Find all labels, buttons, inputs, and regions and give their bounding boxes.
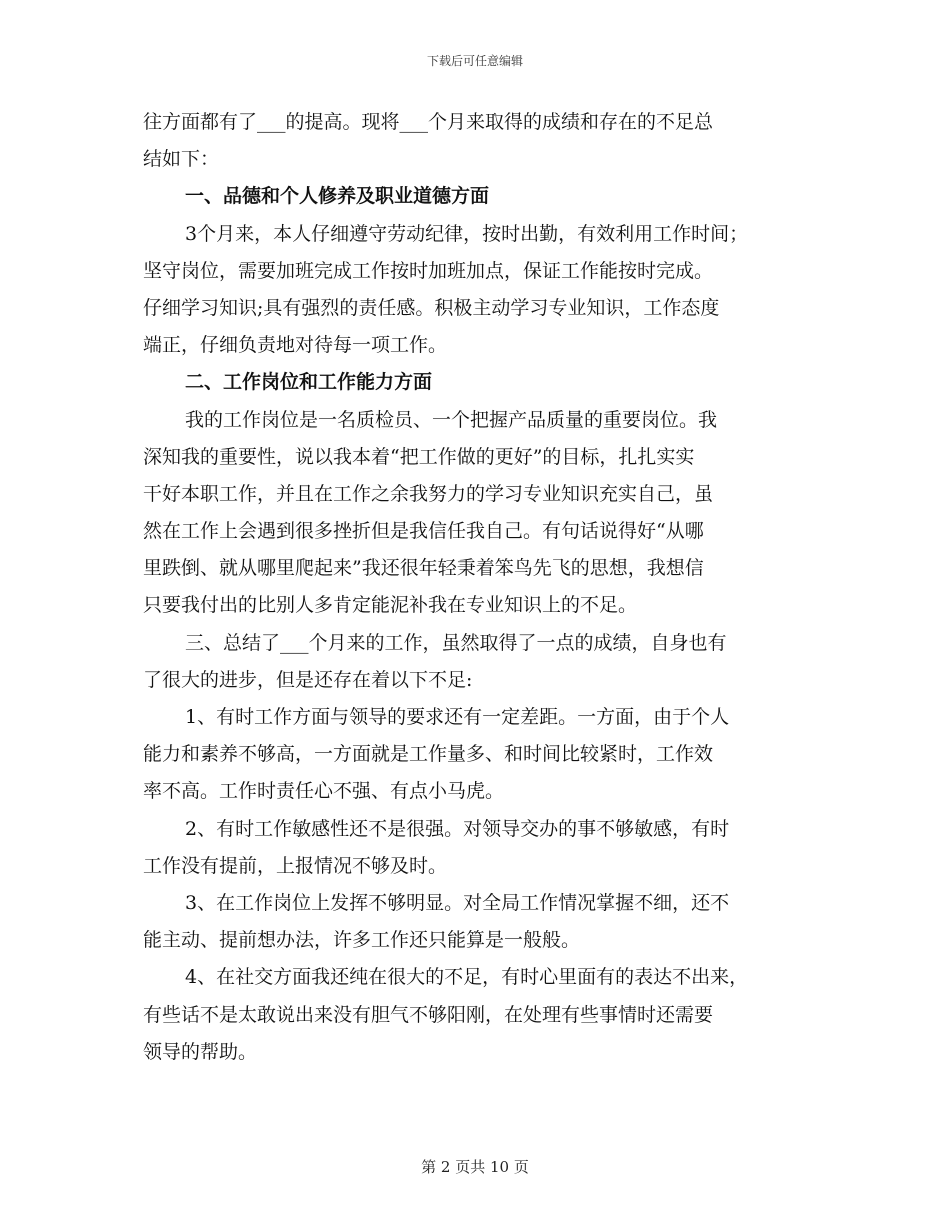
document-body <box>143 104 823 1071</box>
text-line: 我的工作岗位是一名质检员、一个把握产品质量的重要岗位。我 <box>185 408 718 431</box>
text-line: 三、总结了___个月来的工作，虽然取得了一点的成绩，自身也有 <box>185 631 727 654</box>
text-line: 了很大的进步，但是还存在着以下不足: <box>143 668 473 691</box>
text-line: 里跌倒、就从哪里爬起来”我还很年轻秉着笨鸟先飞的思想，我想信 <box>143 557 704 580</box>
text-line: 结如下： <box>143 148 220 171</box>
text-line: 率不高。工作时责任心不强、有点小马虎。 <box>143 780 505 803</box>
text-line: 领导的帮助。 <box>143 1040 258 1063</box>
text-line: 3个月来，本人仔细遵守劳动纪律，按时出勤，有效利用工作时间； <box>185 222 749 245</box>
text-line: 往方面都有了___的提高。现将___个月来取得的成绩和存在的不足总 <box>143 111 714 133</box>
text-line: 有些话不是太敢说出来没有胆气不够阳刚，在处理有些事情时还需要 <box>143 1003 714 1026</box>
text-line: 2、有时工作敏感性还不是很强。对领导交办的事不够敏感，有时 <box>185 817 730 840</box>
text-line: 能主动、提前想办法，许多工作还只能算是一般般。 <box>143 929 581 952</box>
text-line: 仔细学习知识;具有强烈的责任感。积极主动学习专业知识，工作态度 <box>143 296 720 319</box>
text-line: 干好本职工作，并且在工作之余我努力的学习专业知识充实自己，虽 <box>143 482 714 505</box>
page-footer: 第 2 页共 10 页 <box>421 1158 529 1176</box>
section-heading: 一、品德和个人修养及职业道德方面 <box>185 185 490 208</box>
text-line: 只要我付出的比别人多肯定能泥补我在专业知识上的不足。 <box>143 594 638 617</box>
text-line: 然在工作上会遇到很多挫折但是我信任我自己。有句话说得好“从哪 <box>143 520 704 543</box>
text-line: 能力和素养不够高，一方面就是工作量多、和时间比较紧时，工作效 <box>143 743 714 766</box>
text-line: 4、在社交方面我还纯在很大的不足，有时心里面有的表达不出来， <box>185 966 749 989</box>
text-line: 3、在工作岗位上发挥不够明显。对全局工作情况掌握不细，还不 <box>185 891 730 914</box>
page-header: 下载后可任意编辑 <box>426 54 523 68</box>
section-heading: 二、工作岗位和工作能力方面 <box>185 371 433 394</box>
text-line: 工作没有提前，上报情况不够及时。 <box>143 854 448 877</box>
text-line: 坚守岗位，需要加班完成工作按时加班加点，保证工作能按时完成。 <box>143 259 714 282</box>
text-line: 端正，仔细负责地对待每一项工作。 <box>143 334 448 357</box>
text-line: 1、有时工作方面与领导的要求还有一定差距。一方面，由于个人 <box>185 706 730 728</box>
text-line: 深知我的重要性，说以我本着“把工作做的更好”的目标，扎扎实实 <box>143 445 695 468</box>
